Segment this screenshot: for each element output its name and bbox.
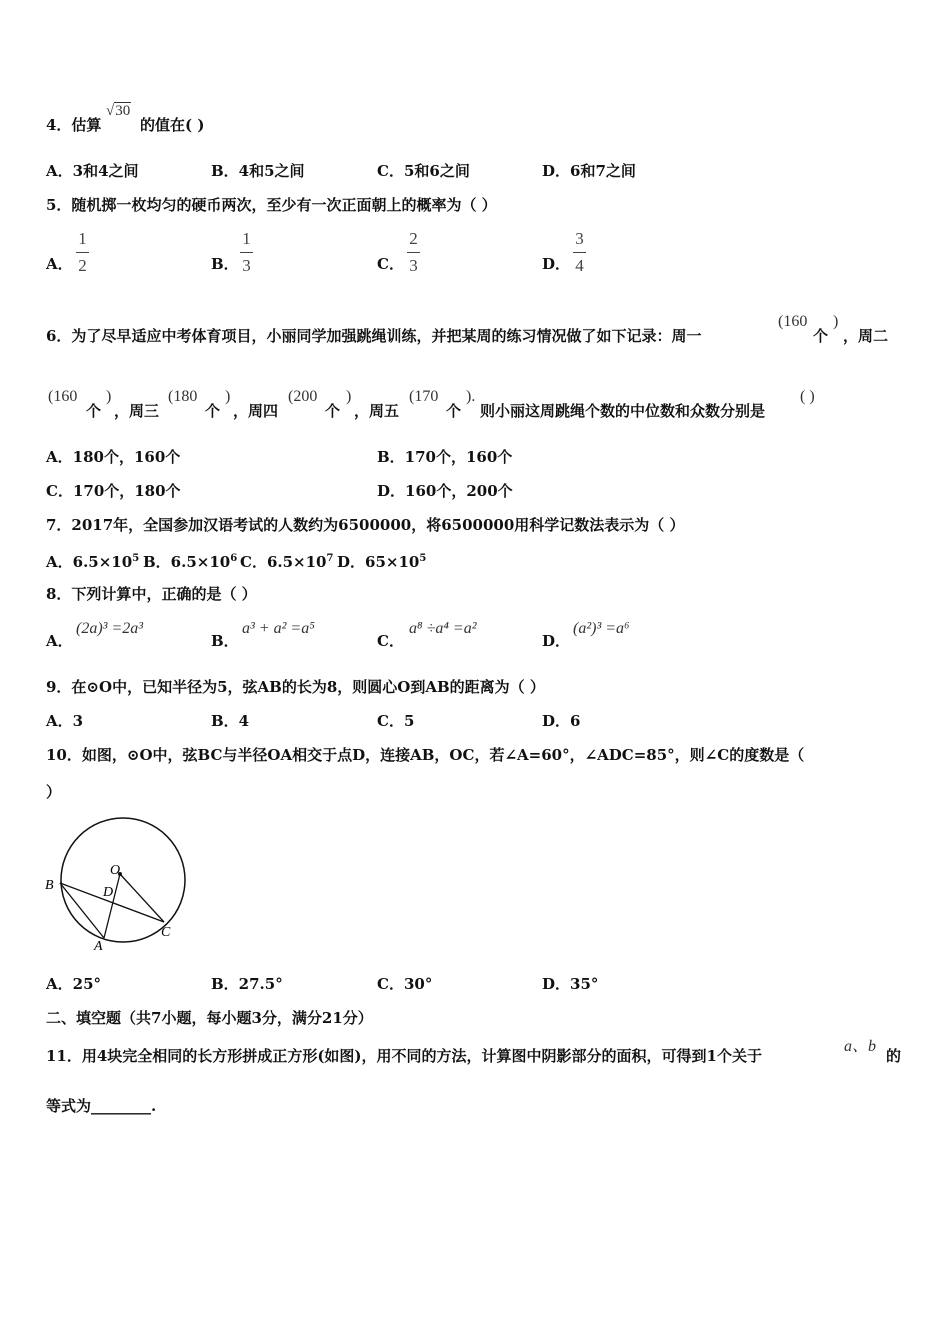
q4-sqrt: √30 [106,103,131,119]
q6-tue-label: ，周二 [843,327,889,345]
q5-frac-a-den: 2 [78,256,87,275]
q6-thu-label: ，周四 [233,402,279,420]
q6-wed-unit: 个 [205,402,221,420]
q5-frac-c-den: 3 [409,256,418,275]
q8-stem: 8．下列计算中，正确的是（ ） [46,585,257,603]
q8-formula-d: (a²)³ =a⁶ [573,620,630,637]
q5-fraction-a [76,229,89,276]
q7-option-c-label: C．6.5×10 [240,553,327,571]
q7-option-a-exp: 5 [132,553,140,564]
q5-fraction-c [407,229,420,276]
q7-option-b [143,550,237,571]
q7-option-d-exp: 5 [419,553,427,564]
q10-circle [61,818,185,942]
q7-option-c [240,550,333,571]
q7-option-c-exp: 7 [326,553,334,564]
q6-thu-val: (200 [288,388,318,405]
q4-prefix: 4．估算 [46,116,102,134]
q6-tue-unit: 个 [86,402,102,420]
q6-option-b: B．170个，160个 [377,448,513,466]
q5-frac-a-num: 1 [78,229,87,248]
q6-line1: 6．为了尽早适应中考体育项目，小丽同学加强跳绳训练，并把某周的练习情况做了如下记录：周一 [46,327,702,345]
q6-tue-close: ) [106,388,112,405]
q4-suffix: 的值在( ) [140,116,205,134]
q10-option-d: D．35° [542,975,599,993]
q6-question: 则小丽这周跳绳个数的中位数和众数分别是 [480,402,766,420]
q11-line2: 等式为________. [46,1097,157,1115]
q7-option-b-exp: 6 [230,553,238,564]
q5-stem: 5．随机掷一枚均匀的硬币两次，至少有一次正面朝上的概率为（ ） [46,196,497,214]
q6-option-d: D．160个，200个 [377,482,513,500]
q7-option-d-label: D．65×10 [337,553,420,571]
q9-stem: 9．在⊙O中，已知半径为5，弦AB的长为8，则圆心O到AB的距离为（ ） [46,678,545,696]
q10-label-o: O [110,863,121,878]
q9-option-b: B．4 [211,712,250,730]
q9-option-a: A．3 [46,712,84,730]
q6-wed-label: ，周三 [114,402,160,420]
q4-option-c: C．5和6之间 [377,162,470,180]
q5-label-a: A． [46,255,73,273]
q6-thu-unit: 个 [325,402,341,420]
q10-label-a: A [94,939,103,954]
q8-label-b: B． [211,632,239,650]
q6-mon-unit: 个 [813,327,829,345]
q10-option-b: B．27.5° [211,975,283,993]
q8-label-a: A． [46,632,73,650]
q6-option-a: A．180个，160个 [46,448,181,466]
q6-fri-label: ，周五 [354,402,400,420]
q10-radius-oa [104,874,120,938]
q11-vars: a、b [844,1038,877,1055]
q5-label-b: B． [211,255,239,273]
q10-radius-oc [120,874,164,922]
q10-label-c: C [161,925,171,940]
q10-label-b: B [45,878,54,893]
q10-circle-figure [40,808,195,956]
q6-wed-close: ) [225,388,231,405]
q9-option-c: C．5 [377,712,415,730]
q7-option-a [46,550,139,571]
q6-answer-paren: ( ) [800,388,815,405]
q4-option-a: A．3和4之间 [46,162,139,180]
q6-tue-val: (160 [48,388,78,405]
q6-thu-close: ) [346,388,352,405]
q4-option-d: D．6和7之间 [542,162,636,180]
q10-stem-line1: 10．如图，⊙O中，弦BC与半径OA相交于点D，连接AB，OC，若∠A=60°，∠ADC=85°，则∠C的度数是（ [46,746,805,764]
q11-line1: 11．用4块完全相同的长方形拼成正方形(如图)，用不同的方法，计算图中阴影部分的面积，可得到1个关于 [46,1047,762,1065]
q8-label-c: C． [377,632,404,650]
q6-fri-val: (170 [409,388,439,405]
q5-frac-b-num: 1 [242,229,251,248]
q8-formula-c: a⁸ ÷a⁴ =a² [409,620,477,637]
q5-frac-c-num: 2 [409,229,418,248]
q9-option-d: D．6 [542,712,581,730]
q10-label-d: D [103,885,114,900]
q6-fri-close: ). [466,388,476,405]
q5-frac-b-den: 3 [242,256,251,275]
q5-label-c: C． [377,255,404,273]
q10-option-c: C．30° [377,975,433,993]
q7-option-b-label: B．6.5×10 [143,553,231,571]
q7-option-d [337,550,426,571]
q4-radicand: 30 [115,103,131,119]
q5-fraction-b [240,229,253,276]
q6-fri-unit: 个 [446,402,462,420]
q6-mon-val: (160 [778,313,808,330]
q7-option-a-label: A．6.5×10 [46,553,133,571]
q5-label-d: D． [542,255,571,273]
q4-option-b: B．4和5之间 [211,162,305,180]
q6-option-c: C．170个，180个 [46,482,181,500]
q7-stem: 7．2017年，全国参加汉语考试的人数约为6500000，将6500000用科学记数法表示为（ ） [46,516,685,534]
q6-wed-val: (180 [168,388,198,405]
q5-frac-d-num: 3 [575,229,584,248]
q5-frac-d-den: 4 [575,256,584,275]
q10-stem-line2: ） [46,783,62,801]
q8-formula-a: (2a)³ =2a³ [76,620,144,637]
q8-label-d: D． [542,632,571,650]
q10-option-a: A．25° [46,975,102,993]
q5-fraction-d [573,229,586,276]
q6-mon-close: ) [833,313,839,330]
section2-title: 二、填空题（共7小题，每小题3分，满分21分） [46,1009,373,1027]
q8-formula-b: a³ + a² =a⁵ [242,620,315,637]
q11-line1-end: 的 [886,1047,902,1065]
